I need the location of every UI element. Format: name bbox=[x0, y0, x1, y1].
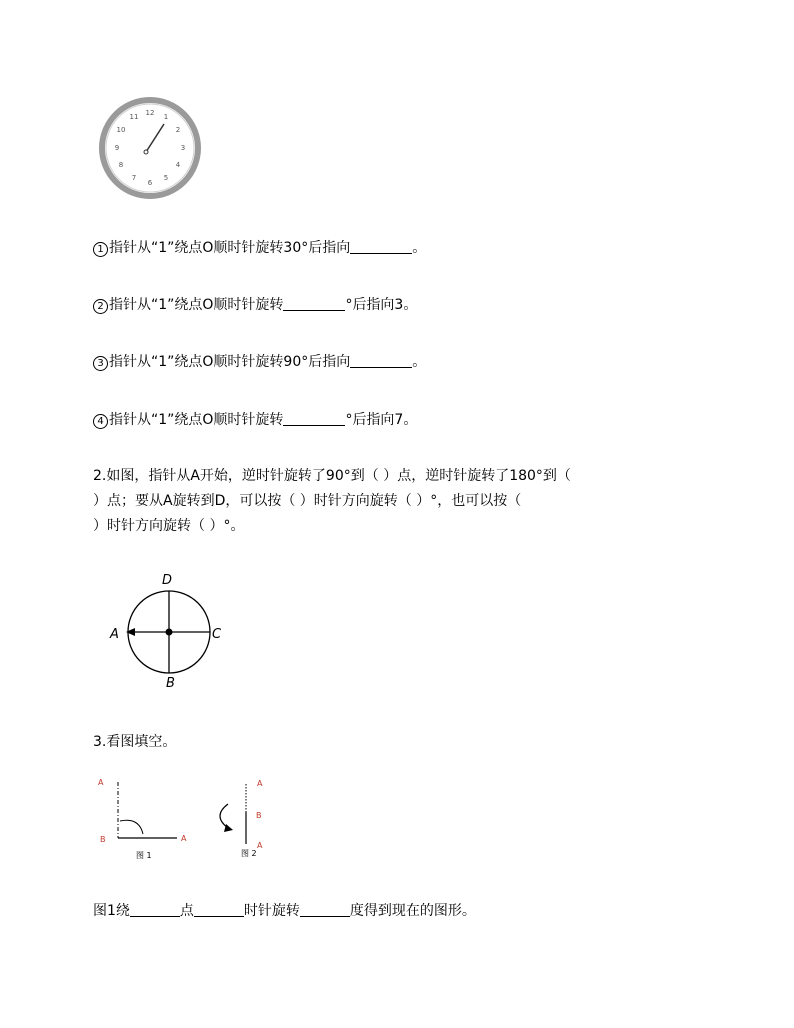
fig1-label-top: A bbox=[98, 778, 104, 787]
q1-item-1 bbox=[93, 239, 426, 257]
clock-number: 1 bbox=[163, 113, 169, 121]
answer-blank[interactable] bbox=[300, 904, 350, 917]
item-text-end: 。 bbox=[412, 354, 427, 370]
clock-figure bbox=[98, 96, 202, 200]
clock-number: 6 bbox=[147, 179, 153, 187]
item-number-badge: 1 bbox=[93, 242, 108, 257]
clock-number: 9 bbox=[114, 144, 120, 152]
clock-number: 4 bbox=[175, 161, 181, 169]
q1-item-2 bbox=[93, 296, 417, 314]
clock-number: 12 bbox=[145, 109, 155, 117]
clock-number: 10 bbox=[116, 126, 126, 134]
item-number-badge: 3 bbox=[93, 356, 108, 371]
clock-number: 8 bbox=[118, 161, 124, 169]
fill-text-3: 时针旋转 bbox=[243, 903, 300, 919]
fig2-rotation-arrow bbox=[220, 804, 228, 828]
figure-1 bbox=[95, 772, 195, 864]
item-text: 指针从“1”绕点O顺时针旋转90°后指向 bbox=[109, 354, 351, 370]
answer-blank[interactable] bbox=[194, 904, 244, 917]
answer-blank[interactable] bbox=[350, 241, 412, 254]
center-dot bbox=[166, 629, 173, 636]
label-d: D bbox=[162, 573, 173, 588]
q3-fill-line bbox=[93, 902, 476, 920]
answer-blank[interactable] bbox=[283, 298, 345, 311]
fill-text-1: 图1绕 bbox=[93, 903, 130, 919]
fig1-label-right: A bbox=[181, 834, 187, 843]
fill-text-2: 点 bbox=[179, 903, 194, 919]
clock-number: 5 bbox=[163, 174, 169, 182]
label-c: C bbox=[212, 627, 222, 642]
q3-title: 3.看图填空。 bbox=[93, 734, 177, 750]
item-number-badge: 2 bbox=[93, 299, 108, 314]
item-text: 指针从“1”绕点O顺时针旋转30°后指向 bbox=[109, 240, 351, 256]
rotation-circle-figure bbox=[104, 568, 234, 692]
fig2-label-top: A bbox=[257, 779, 263, 788]
clock-number: 7 bbox=[131, 174, 137, 182]
q2-line-1: 2.如图，指针从A开始，逆时针旋转了90°到（ ）点，逆时针旋转了180°到（ bbox=[93, 468, 571, 484]
clock-number: 3 bbox=[180, 144, 186, 152]
fig1-label-corner: B bbox=[100, 835, 106, 844]
fig1-caption: 图 1 bbox=[136, 851, 152, 860]
clock-center bbox=[144, 150, 148, 154]
q2-line-3: ）时针方向旋转（ ）°。 bbox=[93, 518, 245, 534]
figure-2 bbox=[208, 772, 278, 864]
item-text-end: °后指向7。 bbox=[345, 412, 418, 428]
item-text-end: 。 bbox=[412, 240, 427, 256]
answer-blank[interactable] bbox=[350, 355, 412, 368]
fig2-label-bottom: A bbox=[257, 841, 263, 850]
fig1-rotation-arc bbox=[120, 820, 143, 834]
q1-item-4 bbox=[93, 411, 417, 429]
item-text-end: °后指向3。 bbox=[345, 297, 418, 313]
item-text: 指针从“1”绕点O顺时针旋转 bbox=[109, 297, 284, 313]
q2-line-2: ）点；要从A旋转到D，可以按（ ）时针方向旋转（ ）°，也可以按（ bbox=[93, 493, 522, 509]
label-b: B bbox=[166, 676, 175, 691]
q1-item-3 bbox=[93, 353, 426, 371]
item-text: 指针从“1”绕点O顺时针旋转 bbox=[109, 412, 284, 428]
answer-blank[interactable] bbox=[130, 904, 180, 917]
item-number-badge: 4 bbox=[93, 414, 108, 429]
answer-blank[interactable] bbox=[283, 413, 345, 426]
fig2-caption: 图 2 bbox=[241, 849, 257, 858]
fill-text-4: 度得到现在的图形。 bbox=[349, 903, 476, 919]
clock-number: 11 bbox=[129, 113, 139, 121]
clock-number: 2 bbox=[175, 126, 181, 134]
arrow-head bbox=[126, 628, 135, 636]
fig2-label-middle: B bbox=[256, 811, 262, 820]
label-a: A bbox=[110, 627, 119, 642]
